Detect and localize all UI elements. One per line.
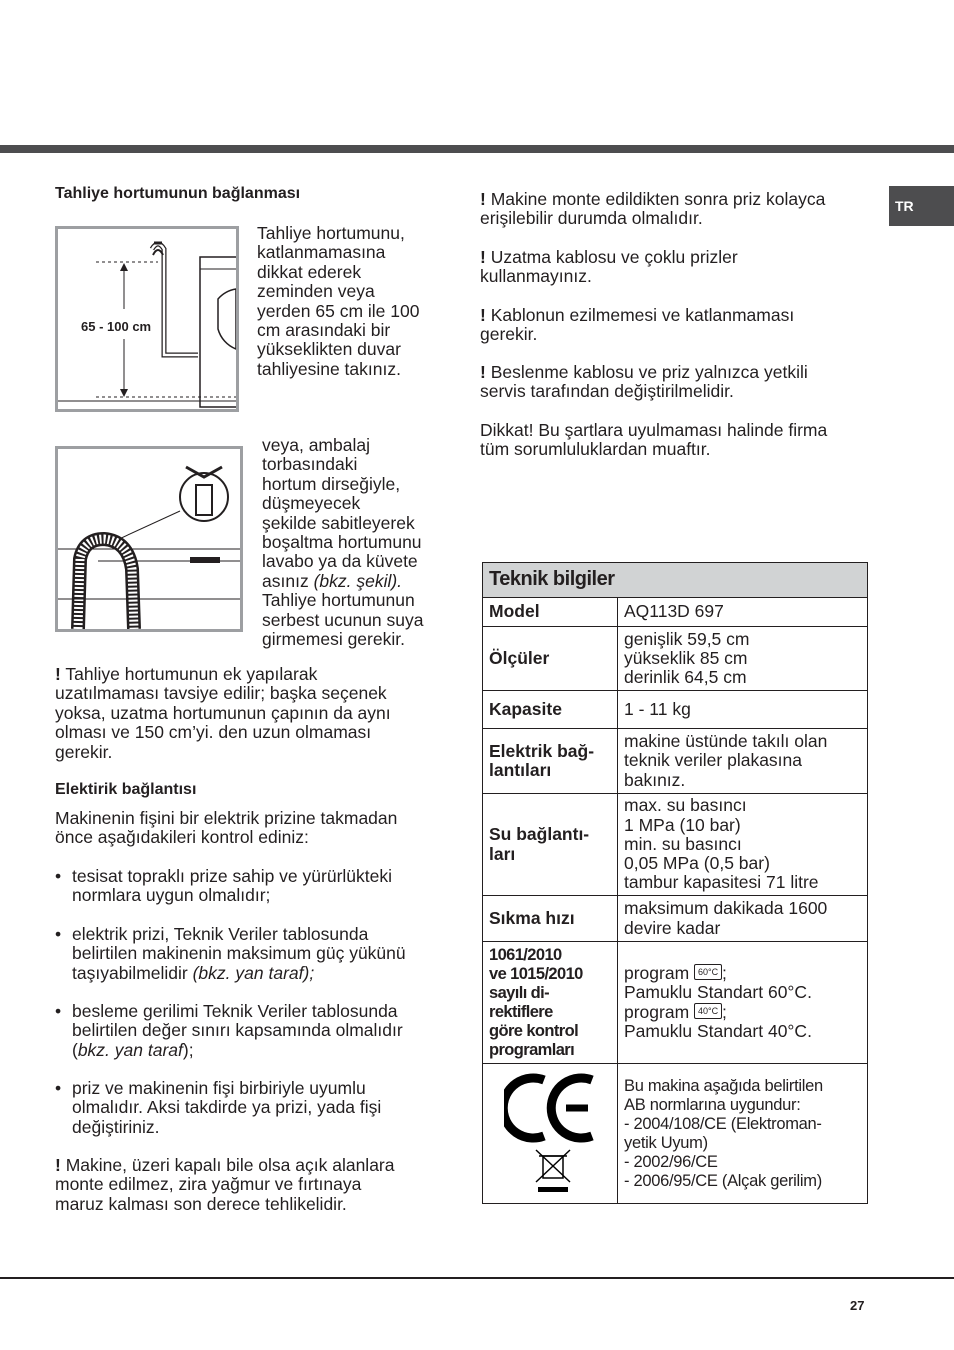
row-label: Model: [483, 598, 618, 627]
row-label: 1061/2010 ve 1015/2010 sayılı di- rektiflere göre kontrol programları: [483, 942, 618, 1064]
outdoor-warning: ! Makine, üzeri kapalı bile olsa açık alanlara monte edilmez, zira yağmur ve fırtınaya maruz kalması son derece tehlikelidir.: [55, 1155, 395, 1214]
program-60-icon: 60°C: [694, 964, 722, 980]
warning-service: ! Beslenme kablosu ve priz yalnızca yetkili servis tarafından değiştirilmelidir.: [480, 362, 808, 402]
top-rule: [0, 145, 954, 153]
table-row: [483, 729, 868, 794]
electric-heading: Elektirik bağlantısı: [55, 781, 197, 798]
height-label: 65 - 100 cm: [81, 319, 152, 334]
row-value: Bu makina aşağıda belirtilen AB normlarına uygundur: - 2004/108/CE (Elektroman- yetik Uyum) - 2002/96/CE - 2006/95/CE (Alçak gerilim): [618, 1064, 868, 1204]
table-row: [483, 942, 868, 1064]
row-label: Su bağlantı- ları: [483, 794, 618, 896]
table-row: [483, 691, 868, 729]
program-40-icon: 40°C: [694, 1003, 722, 1019]
table-row: [483, 794, 868, 896]
warning-cable-crush: ! Kablonun ezilmemesi ve katlanmaması gerekir.: [480, 305, 795, 345]
warning-socket: ! Makine monte edildikten sonra priz kolayca erişilebilir durumda olmalıdır.: [480, 189, 826, 229]
drain-heading: Tahliye hortumunun bağlanması: [55, 185, 301, 202]
drain-sink-figure: [55, 446, 243, 632]
row-value: max. su basıncı 1 MPa (10 bar) min. su basıncı 0,05 MPa (0,5 bar) tambur kapasitesi 71 litre: [618, 794, 868, 896]
row-label: [483, 1064, 618, 1204]
extension-warning: ! Tahliye hortumunun ek yapılarak uzatılmaması tavsiye edilir; başka seçenek yoksa, uzatma hortumunun çapının da aynı olması ve 150 cm’yi. den uzun olmaması gerekir.: [55, 664, 391, 762]
table-row: [483, 598, 868, 627]
language-tab: TR: [889, 186, 954, 226]
table-row: [483, 1064, 868, 1204]
table-title-row: [483, 563, 868, 598]
table-title: Teknik bilgiler: [483, 563, 868, 598]
warning-extension-cable: ! Uzatma kablosu ve çoklu prizler kullanmayınız.: [480, 247, 738, 287]
row-label: Elektrik bağ- lantıları: [483, 729, 618, 794]
row-value: genişlik 59,5 cm yükseklik 85 cm derinlik 64,5 cm: [618, 627, 868, 691]
row-value: 1 - 11 kg: [618, 691, 868, 729]
row-value: maksimum dakikada 1600 devire kadar: [618, 896, 868, 942]
drain-text-2: veya, ambalaj torbasındaki hortum dirseğiyle, düşmeyecek şekilde sabitleyerek boşaltma hortumunu lavabo ya da küvete asınız (bkz. şekil). Tahliye hortumunun serbest ucunun suya girmemesi gerekir.: [262, 435, 424, 650]
electric-intro: Makinenin fişini bir elektrik prizine takmadan önce aşağıdakileri kontrol ediniz:: [55, 808, 398, 848]
liability-notice: Dikkat! Bu şartlara uyulmaması halinde firma tüm sorumluluklardan muaftır.: [480, 420, 828, 460]
row-value: program 60°C ; Pamuklu Standart 60°C. program 40°C ; Pamuklu Standart 40°C.: [618, 942, 868, 1064]
ce-and-weee-icon: [504, 1068, 596, 1194]
table-row: [483, 896, 868, 942]
sink-drain-illustration: [58, 449, 240, 629]
row-label: Kapasite: [483, 691, 618, 729]
table-row: [483, 627, 868, 691]
row-label: Sıkma hızı: [483, 896, 618, 942]
page-number: 27: [850, 1298, 865, 1313]
row-value: makine üstünde takılı olan teknik veriler plakasına bakınız.: [618, 729, 868, 794]
row-value: AQ113D 697: [618, 598, 868, 627]
drain-wall-figure: [55, 226, 239, 412]
row-label: Ölçüler: [483, 627, 618, 691]
technical-data-table: [482, 562, 868, 1204]
bottom-rule: [0, 1277, 954, 1279]
drain-text-1: Tahliye hortumunu, katlanmamasına dikkat ederek zeminden veya yerden 65 cm ile 100 cm arasındaki bir yükseklikten duvar tahliyesine takınız.: [257, 223, 420, 379]
